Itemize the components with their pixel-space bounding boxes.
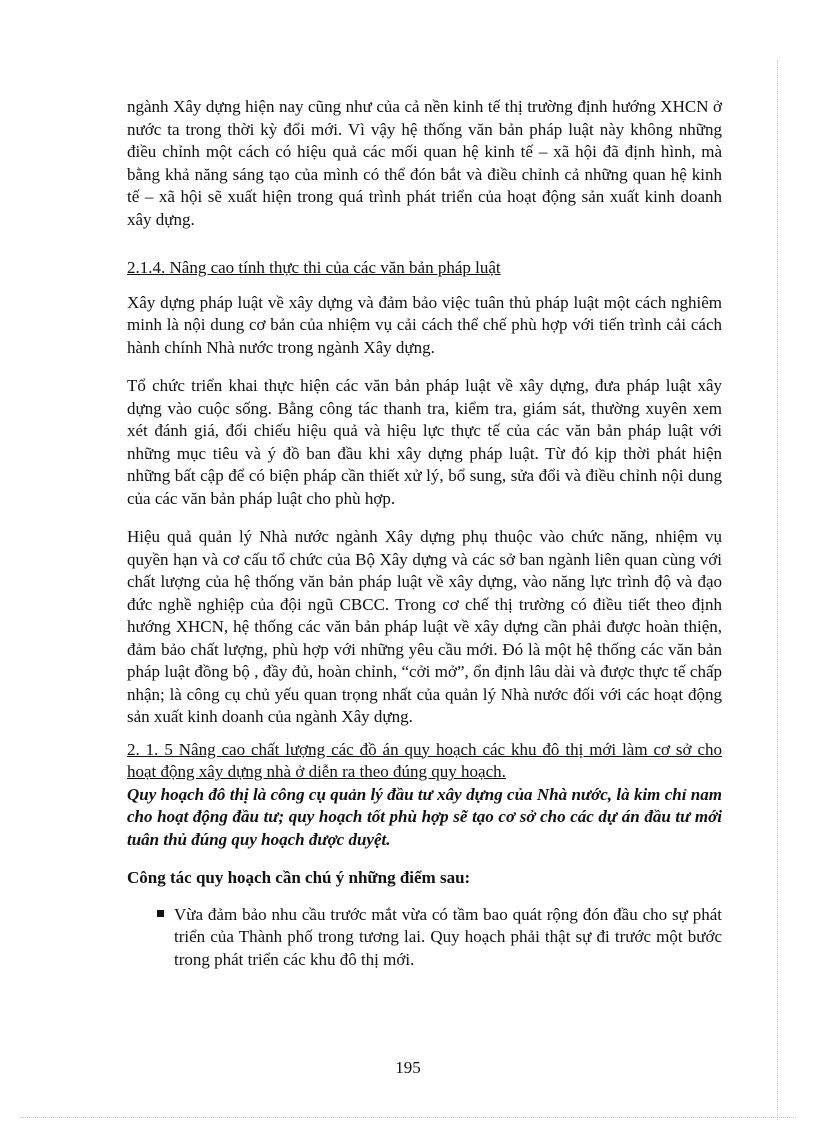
bullet-text: Vừa đảm bảo nhu cầu trước mắt vừa có tầm bao quát rộng đón đầu cho sự phát triển của Thành phố trong tương lai. Quy hoạch phải thật sự đi trước một bước trong phát triển các khu đô thị mới. [174,904,722,969]
paragraph-continuation: ngành Xây dựng hiện nay cũng như của cả nền kinh tế thị trường định hướng XHCN ở nước ta trong thời kỳ đổi mới. Vì vậy hệ thống văn bản pháp luật này không những điều chỉnh một cách có hiệu quả các mối quan hệ kinh tế – xã hội đã định hình, mà bằng khả năng sáng tạo của mình có thể đón bắt và điều chỉnh cả những quan hệ kinh tế – xã hội sẽ xuất hiện trong quá trình phát triển của hoạt động sản xuất kinh doanh xây dựng. [127,97,722,229]
section-heading-2-1-4: 2.1.4. Nâng cao tính thực thi của các văn bản pháp luật [127,258,501,277]
paragraph-effectiveness: Hiệu quả quản lý Nhà nước ngành Xây dựng phụ thuộc vào chức năng, nhiệm vụ quyền hạn và cơ cấu tổ chức của Bộ Xây dựng và các sở ban ngành liên quan cùng với chất lượng của hệ thống văn bản pháp luật về xây dựng, vào năng lực trình độ và đạo đức nghề nghiệp của đội ngũ CBCC. Trong cơ chế thị trường có điều tiết theo định hướng XHCN, hệ thống các văn bản pháp luật về xây dựng cần phải được hoàn thiện, đảm bảo chất lượng, phù hợp với những yêu cầu mới. Đó là một hệ thống các văn bản pháp luật đồng bộ , đầy đủ, hoàn chỉnh, “cởi mở”, ổn định lâu dài và được thực tế chấp nhận; là công cụ chủ yếu quan trọng nhất của quản lý Nhà nước đối với các hoạt động sản xuất kinh doanh của ngành Xây dựng. [127,527,722,726]
page-border-right [777,60,778,1120]
bullet-list-item [127,904,722,972]
bold-heading-planning-notes: Công tác quy hoạch cần chú ý những điểm sau: [127,868,471,887]
paragraph-law-enforcement: Xây dựng pháp luật về xây dựng và đảm bảo việc tuân thủ pháp luật một cách nghiêm minh là nội dung cơ bản của nhiệm vụ cải cách thể chế phù hợp với tiến trình cải cách hành chính Nhà nước trong ngành Xây dựng. [127,292,722,357]
page-number: 195 [395,1058,421,1077]
bullet-square-icon [157,910,164,917]
paragraph-urban-planning: Quy hoạch đô thị là công cụ quản lý đầu tư xây dựng của Nhà nước, là kim chỉ nam cho hoạt động đầu tư; quy hoạch tốt phù hợp sẽ tạo cơ sở cho các dự án đầu tư mới tuân thủ đúng quy hoạch được duyệt. [127,784,722,849]
paragraph-implementation: Tổ chức triển khai thực hiện các văn bản pháp luật về xây dựng, đưa pháp luật xây dựng vào cuộc sống. Bằng công tác thanh tra, kiểm tra, giám sát, thường xuyên xem xét đánh giá, đối chiếu hiệu quả và hiệu lực thực tế của các văn bản pháp luật với những mục tiêu và ý đồ ban đầu khi xây dựng pháp luật. Từ đó kịp thời phát hiện những bất cập để có biện pháp cần thiết xử lý, bổ sung, sửa đổi và điều chỉnh nội dung của các văn bản pháp luật cho phù hợp. [127,376,722,508]
page-content [127,96,722,971]
page-border-bottom [20,1117,796,1118]
section-heading-2-1-5: 2. 1. 5 Nâng cao chất lượng các đồ án quy hoạch các khu đô thị mới làm cơ sở cho hoạt động xây dựng nhà ở diễn ra theo đúng quy hoạch. [127,739,722,781]
